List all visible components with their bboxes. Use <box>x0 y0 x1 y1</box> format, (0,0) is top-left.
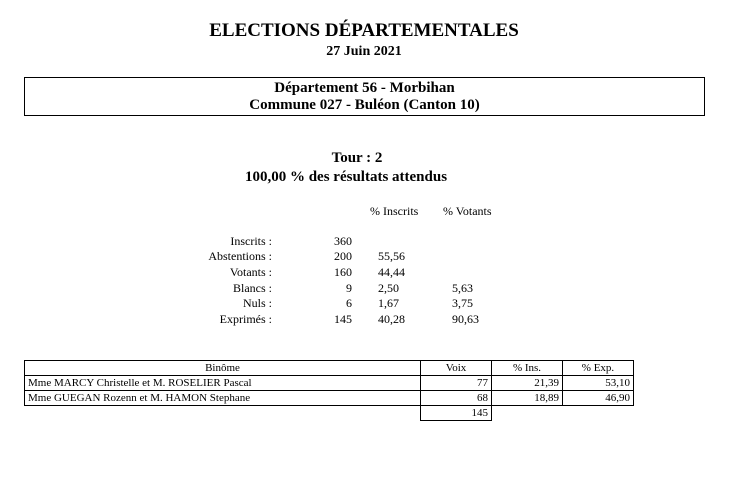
col-header-votants: % Votants <box>443 204 492 218</box>
table-row <box>25 376 634 391</box>
header-exp: % Exp. <box>563 361 634 376</box>
results-header-row <box>25 361 634 376</box>
stat-label: Abstentions : <box>208 249 272 263</box>
stat-label: Inscrits : <box>230 234 272 248</box>
cell-binome: Mme MARCY Christelle et M. ROSELIER Pascal <box>25 376 421 391</box>
stat-pct-ins: 1,67 <box>378 296 399 310</box>
total-spacer <box>563 406 634 421</box>
stat-value: 160 <box>334 265 352 279</box>
total-row <box>25 406 634 421</box>
stat-pct-ins: 2,50 <box>378 281 399 295</box>
results-table <box>24 360 634 421</box>
stat-pct-ins: 55,56 <box>378 249 405 263</box>
stat-label: Blancs : <box>233 281 272 295</box>
stat-pct-vot: 3,75 <box>452 296 473 310</box>
cell-voix: 77 <box>421 376 492 391</box>
total-spacer <box>492 406 563 421</box>
total-spacer <box>25 406 421 421</box>
page-title: ELECTIONS DÉPARTEMENTALES <box>209 20 519 41</box>
stat-value: 9 <box>346 281 352 295</box>
stat-label: Exprimés : <box>219 312 272 326</box>
cell-binome: Mme GUEGAN Rozenn et M. HAMON Stephane <box>25 391 421 406</box>
stat-pct-vot: 90,63 <box>452 312 479 326</box>
col-header-inscrits: % Inscrits <box>370 204 419 218</box>
stat-value: 360 <box>334 234 352 248</box>
round-label: Tour : 2 <box>331 150 383 166</box>
table-row <box>25 391 634 406</box>
stat-label: Nuls : <box>242 296 272 310</box>
total-voix: 145 <box>421 406 492 421</box>
expected-results: 100,00 % des résultats attendus <box>244 169 448 185</box>
election-date: 27 Juin 2021 <box>326 44 402 59</box>
stat-value: 145 <box>334 312 352 326</box>
stat-value: 6 <box>346 296 352 310</box>
department-name: Département 56 - Morbihan <box>274 80 455 96</box>
header-voix: Voix <box>421 361 492 376</box>
stat-pct-ins: 40,28 <box>378 312 405 326</box>
stat-pct-vot: 5,63 <box>452 281 473 295</box>
header-ins: % Ins. <box>492 361 563 376</box>
cell-voix: 68 <box>421 391 492 406</box>
location-box <box>24 77 705 116</box>
cell-ins: 18,89 <box>492 391 563 406</box>
commune-name: Commune 027 - Buléon (Canton 10) <box>249 97 480 113</box>
cell-exp: 46,90 <box>563 391 634 406</box>
stat-label: Votants : <box>229 265 272 279</box>
cell-ins: 21,39 <box>492 376 563 391</box>
cell-exp: 53,10 <box>563 376 634 391</box>
stat-pct-ins: 44,44 <box>378 265 405 279</box>
stat-value: 200 <box>334 249 352 263</box>
header-binome: Binôme <box>25 361 421 376</box>
